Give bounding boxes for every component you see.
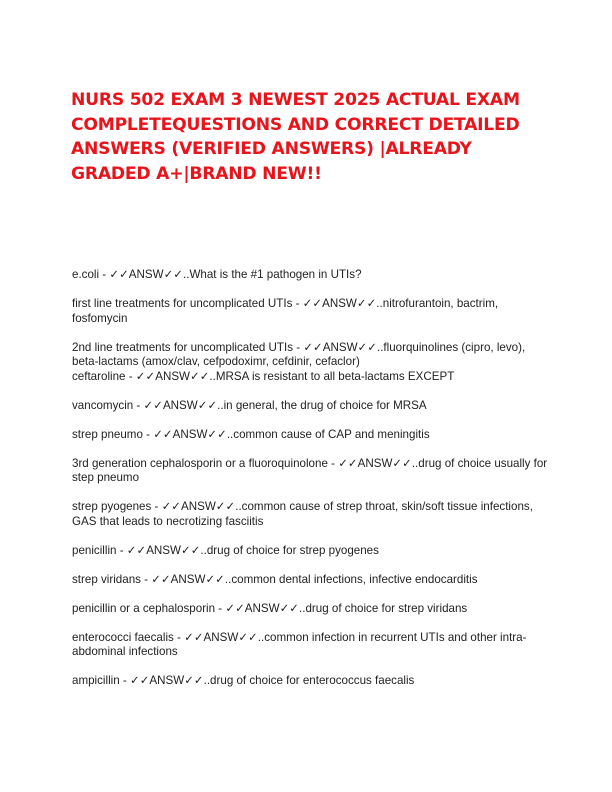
qa-item: vancomycin - ✓✓ANSW✓✓..in general, the drug of choice for MRSA: [72, 398, 427, 412]
qa-item: penicillin or a cephalosporin - ✓✓ANSW✓✓..drug of choice for strep viridans: [72, 601, 468, 615]
qa-item: strep viridans - ✓✓ANSW✓✓..common dental infections, infective endocarditis: [72, 572, 478, 586]
qa-item: strep pyogenes - ✓✓ANSW✓✓..common cause of strep throat, skin/soft tissue infections, GAS that leads to necrotizing fasciitis: [72, 500, 533, 528]
qa-list: [72, 268, 552, 703]
qa-item: enterococci faecalis - ✓✓ANSW✓✓..common infection in recurrent UTIs and other intra-abdominal infections: [72, 630, 527, 658]
qa-item: e.coli - ✓✓ANSW✓✓..What is the #1 pathogen in UTIs?: [72, 268, 362, 281]
document-title: NURS 502 EXAM 3 NEWEST 2025 ACTUAL EXAM COMPLETEQUESTIONS AND CORRECT DETAILED ANSWERS (VERIFIED ANSWERS) |ALREADY GRADED A+|BRAND NEW!!: [71, 90, 520, 184]
qa-item: first line treatments for uncomplicated UTIs - ✓✓ANSW✓✓..nitrofurantoin, bactrim, fosfomycin: [72, 297, 499, 325]
qa-item: ceftaroline - ✓✓ANSW✓✓..MRSA is resistant to all beta-lactams EXCEPT: [72, 369, 455, 383]
qa-item: ampicillin - ✓✓ANSW✓✓..drug of choice for enterococcus faecalis: [72, 674, 415, 687]
qa-item: 3rd generation cephalosporin or a fluoroquinolone - ✓✓ANSW✓✓..drug of choice usually for step pneumo: [72, 456, 548, 484]
qa-item: strep pneumo - ✓✓ANSW✓✓..common cause of CAP and meningitis: [72, 427, 430, 441]
qa-item: 2nd line treatments for uncomplicated UTIs - ✓✓ANSW✓✓..fluorquinolines (cipro, levo), beta-lactams (amox/clav, cefpodoximr, cefdinir, cefaclor): [72, 340, 526, 368]
qa-item: penicillin - ✓✓ANSW✓✓..drug of choice for strep pyogenes: [72, 543, 379, 557]
